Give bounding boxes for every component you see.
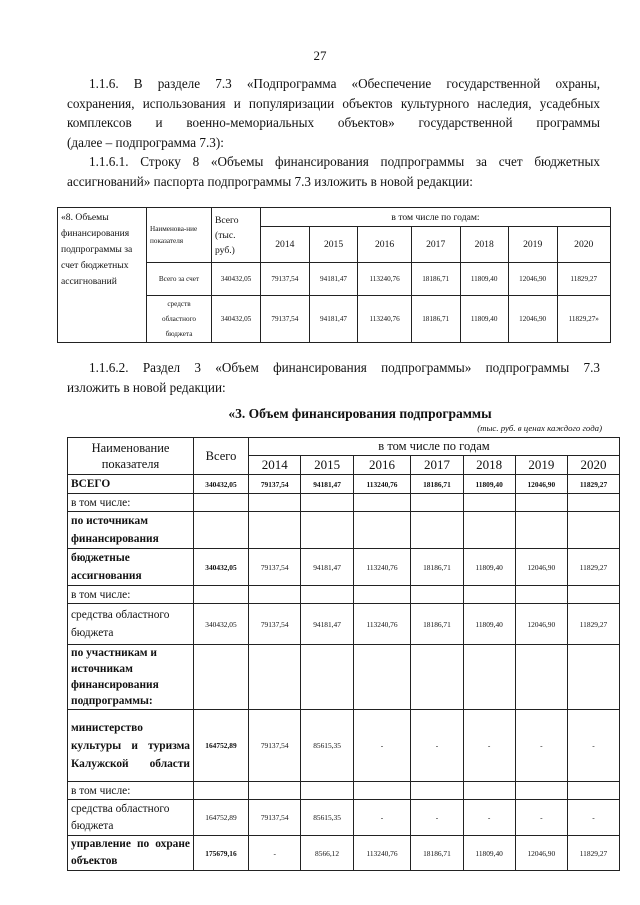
cell-value: 113240,76 <box>353 475 411 494</box>
cell-value: 11829,27 <box>557 263 611 296</box>
header-years-group: в том числе по годам <box>249 438 620 456</box>
table-row <box>68 710 620 782</box>
cell-value <box>353 586 411 604</box>
cell-value: 12046,90 <box>515 604 567 645</box>
table-row <box>68 549 620 586</box>
cell-value <box>515 782 567 800</box>
cell-value: 79137,54 <box>261 296 310 343</box>
paragraph-1-1-6-1 <box>67 152 600 191</box>
text-line: изложить в новой редакции: <box>67 379 226 395</box>
cell-value: 12046,90 <box>508 296 557 343</box>
header-years-group: в том числе по годам: <box>261 208 611 227</box>
cell-value: 8566,12 <box>301 836 353 871</box>
cell-value <box>411 494 463 512</box>
cell-value: 113240,76 <box>358 263 411 296</box>
cell-value <box>515 645 567 710</box>
table-row <box>68 645 620 710</box>
cell-value: 11829,27 <box>568 604 620 645</box>
cell-value: 113240,76 <box>358 296 411 343</box>
cell-value <box>515 494 567 512</box>
header-year: 2019 <box>515 456 567 475</box>
cell-value <box>568 586 620 604</box>
cell-total: 340432,05 <box>194 475 249 494</box>
cell-value: 79137,54 <box>249 549 301 586</box>
cell-total <box>194 512 249 549</box>
text-line: 1.1.6.1. Строку 8 «Объемы финансирования подпрограммы за счет бюджетных <box>89 154 600 169</box>
cell-value: 85615,35 <box>301 800 353 836</box>
row-name: бюджетные ассигнования <box>68 549 194 586</box>
cell-value <box>463 645 515 710</box>
cell-value: 94181,47 <box>301 475 353 494</box>
table-row <box>68 494 620 512</box>
row-name: средства областного бюджета <box>68 604 194 645</box>
cell-value <box>249 494 301 512</box>
paragraph-1-1-6-2 <box>67 358 600 397</box>
cell-value: 11829,27 <box>568 475 620 494</box>
header-total: Всего (тыс. руб.) <box>212 208 261 263</box>
cell-value: 11809,40 <box>463 836 515 871</box>
passport-funding-table <box>57 207 611 343</box>
header-year: 2015 <box>301 456 353 475</box>
cell-total <box>194 782 249 800</box>
cell-value: 18186,71 <box>411 475 463 494</box>
cell-value <box>301 512 353 549</box>
table2-units-note: (тыс. руб. в ценах каждого года) <box>477 423 602 433</box>
cell-value: - <box>353 800 411 836</box>
header-year: 2020 <box>568 456 620 475</box>
cell-value <box>353 512 411 549</box>
row-name: Всего за счет <box>147 263 212 296</box>
cell-value <box>411 782 463 800</box>
cell-value <box>353 494 411 512</box>
header-year: 2014 <box>249 456 301 475</box>
table-row <box>68 475 620 494</box>
cell-value <box>301 782 353 800</box>
cell-value: 85615,35 <box>301 710 353 782</box>
cell-total: 164752,89 <box>194 800 249 836</box>
cell-value: - <box>515 800 567 836</box>
cell-value <box>411 512 463 549</box>
text-line: (далее – подпрограмма 7.3): <box>67 134 224 150</box>
paragraph-1-1-6 <box>67 74 600 152</box>
cell-value: 11809,40 <box>463 549 515 586</box>
page-number: 27 <box>313 48 327 63</box>
cell-value <box>301 645 353 710</box>
cell-total: 175679,16 <box>194 836 249 871</box>
table-row <box>68 782 620 800</box>
cell-value: 79137,54 <box>249 800 301 836</box>
cell-total: 340432,05 <box>212 296 261 343</box>
cell-value: 11809,40 <box>463 604 515 645</box>
cell-value: - <box>411 800 463 836</box>
subprogram-funding-table <box>67 437 620 871</box>
header-name: Наименова-ние показателя <box>147 208 212 263</box>
table-row <box>68 512 620 549</box>
cell-value: - <box>515 710 567 782</box>
header-year: 2016 <box>358 227 411 263</box>
cell-value <box>353 645 411 710</box>
text-line: сохранения, использования и популяризации объектов культурного наследия, усадебных <box>67 95 600 111</box>
cell-value <box>515 586 567 604</box>
cell-value: 18186,71 <box>411 263 460 296</box>
cell-value <box>249 586 301 604</box>
row-name: в том числе: <box>68 494 194 512</box>
row-name: по источникам финансирования <box>68 512 194 549</box>
cell-value: 18186,71 <box>411 296 460 343</box>
row-name: в том числе: <box>68 782 194 800</box>
text-line: 1.1.6.2. Раздел 3 «Объем финансирования подпрограммы» подпрограммы 7.3 <box>89 360 600 375</box>
cell-value: 11809,40 <box>463 475 515 494</box>
header-year: 2017 <box>411 227 460 263</box>
cell-value: 11829,27 <box>568 836 620 871</box>
cell-value: 12046,90 <box>508 263 557 296</box>
cell-value <box>353 782 411 800</box>
cell-value: 94181,47 <box>309 296 358 343</box>
cell-total: 340432,05 <box>212 263 261 296</box>
cell-value: - <box>353 710 411 782</box>
cell-value <box>463 494 515 512</box>
cell-total <box>194 645 249 710</box>
row-name: в том числе: <box>68 586 194 604</box>
header-total: Всего <box>194 438 249 475</box>
cell-value: 11809,40 <box>460 263 508 296</box>
cell-value: - <box>568 710 620 782</box>
row-label-cell: «8. Объемы финансирования подпрограммы за счет бюджетных ассигнований <box>58 208 147 343</box>
cell-value: 94181,47 <box>301 549 353 586</box>
header-name: Наименование показателя <box>68 438 194 475</box>
cell-value: 18186,71 <box>411 836 463 871</box>
cell-value: 12046,90 <box>515 549 567 586</box>
cell-value: 79137,54 <box>249 710 301 782</box>
header-year: 2017 <box>411 456 463 475</box>
cell-value: 12046,90 <box>515 475 567 494</box>
cell-value <box>515 512 567 549</box>
table-row <box>68 586 620 604</box>
cell-value <box>249 782 301 800</box>
cell-value: 94181,47 <box>301 604 353 645</box>
cell-value: - <box>411 710 463 782</box>
cell-value <box>568 645 620 710</box>
cell-value: 11829,27 <box>568 549 620 586</box>
header-year: 2016 <box>353 456 411 475</box>
row-name: ВСЕГО <box>68 475 194 494</box>
text-line: ассигнований» паспорта подпрограммы 7.3 изложить в новой редакции: <box>67 173 473 189</box>
cell-value <box>463 586 515 604</box>
cell-value: - <box>249 836 301 871</box>
table2-title: «3. Объем финансирования подпрограммы <box>228 406 492 421</box>
cell-value <box>411 586 463 604</box>
cell-value <box>249 645 301 710</box>
cell-value: - <box>463 800 515 836</box>
row-name: по участникам и источникам финансирования подпрограммы: <box>68 645 194 710</box>
cell-total <box>194 494 249 512</box>
cell-value: 18186,71 <box>411 604 463 645</box>
cell-value: 94181,47 <box>309 263 358 296</box>
cell-total: 340432,05 <box>194 604 249 645</box>
cell-value <box>301 494 353 512</box>
cell-value: 11829,27» <box>557 296 611 343</box>
cell-value: 12046,90 <box>515 836 567 871</box>
row-name: средств областного бюджета <box>147 296 212 343</box>
table-row <box>68 604 620 645</box>
cell-value: 113240,76 <box>353 604 411 645</box>
cell-value: 79137,54 <box>249 604 301 645</box>
header-year: 2015 <box>309 227 358 263</box>
cell-value <box>411 645 463 710</box>
cell-total: 340432,05 <box>194 549 249 586</box>
cell-value <box>301 586 353 604</box>
cell-total <box>194 586 249 604</box>
text-line: 1.1.6. В разделе 7.3 «Подпрограмма «Обеспечение государственной охраны, <box>89 76 600 91</box>
header-year: 2014 <box>261 227 310 263</box>
row-name: управление по охране объектов <box>68 836 194 871</box>
row-name: средства областного бюджета <box>68 800 194 836</box>
cell-value: 18186,71 <box>411 549 463 586</box>
cell-value: - <box>568 800 620 836</box>
cell-value: 79137,54 <box>261 263 310 296</box>
cell-value <box>249 512 301 549</box>
cell-value <box>568 494 620 512</box>
cell-value: 79137,54 <box>249 475 301 494</box>
cell-value: 113240,76 <box>353 836 411 871</box>
cell-value <box>568 512 620 549</box>
header-year: 2019 <box>508 227 557 263</box>
cell-value: 11809,40 <box>460 296 508 343</box>
header-year: 2018 <box>463 456 515 475</box>
header-year: 2018 <box>460 227 508 263</box>
cell-value: 113240,76 <box>353 549 411 586</box>
row-name: министерство культуры и туризма Калужской области <box>68 710 194 782</box>
cell-value <box>568 782 620 800</box>
cell-value <box>463 782 515 800</box>
table-row <box>68 836 620 871</box>
table-row <box>68 800 620 836</box>
header-year: 2020 <box>557 227 611 263</box>
cell-value: - <box>463 710 515 782</box>
text-line: комплексов и военно-мемориальных объектов» государственной программы <box>67 115 600 130</box>
cell-value <box>463 512 515 549</box>
cell-total: 164752,89 <box>194 710 249 782</box>
